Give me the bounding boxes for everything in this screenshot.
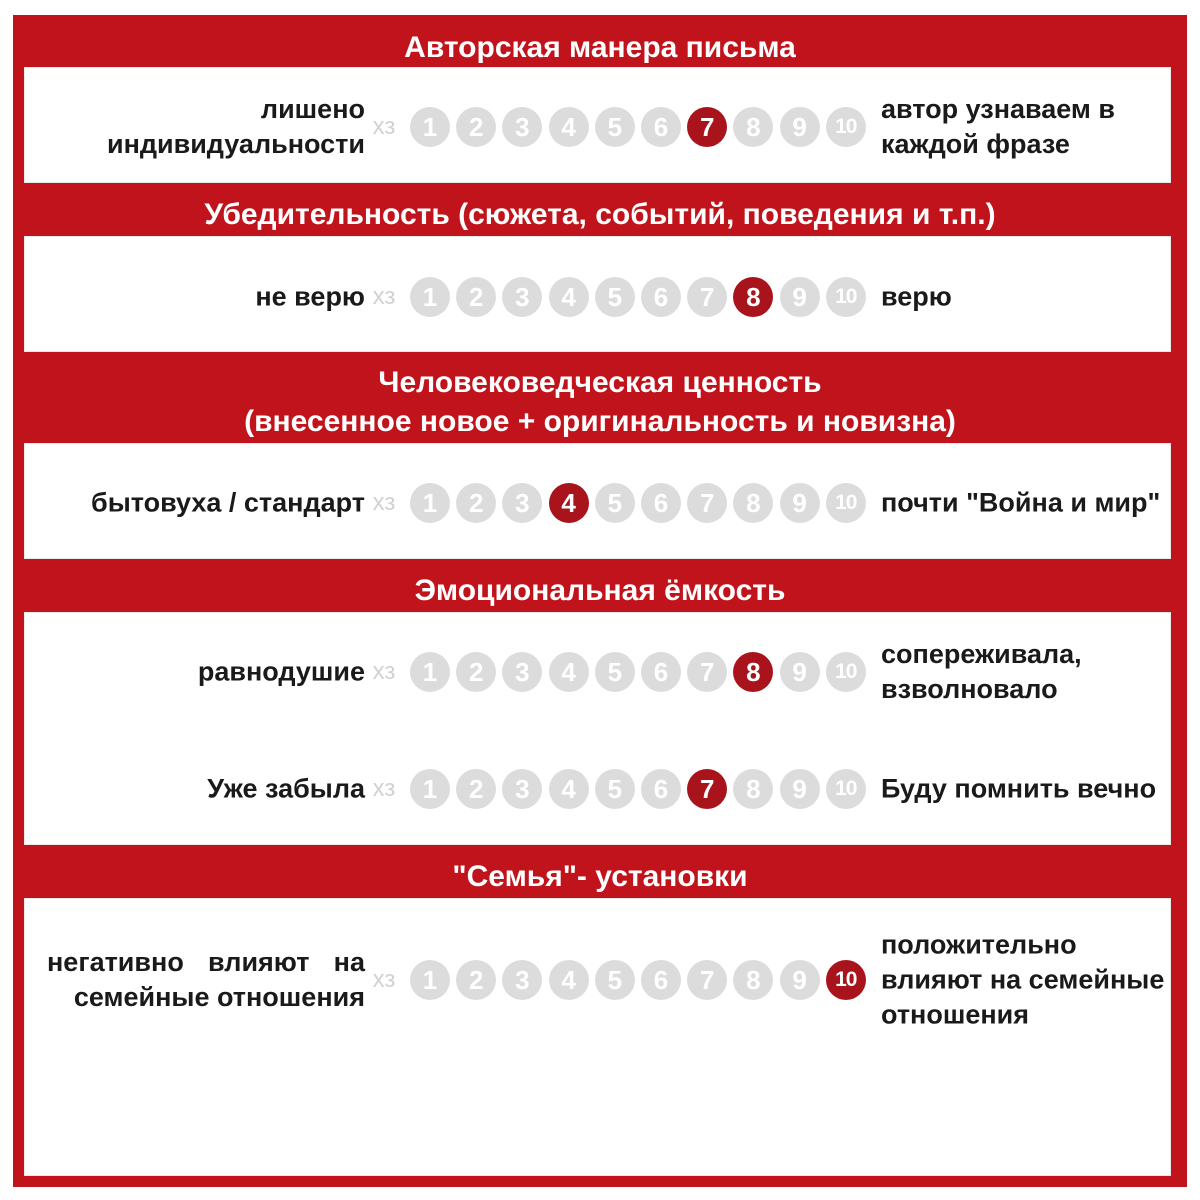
rating-circle: 9 [780, 652, 820, 692]
rating-circle: 1 [410, 107, 450, 147]
rating-circle: 2 [456, 769, 496, 809]
rating-circle: 4 [549, 107, 589, 147]
rating-circle: 3 [502, 107, 542, 147]
row-label-low: негативно влияют на семейные отношения [47, 947, 365, 1012]
rating-circle: 9 [780, 107, 820, 147]
rating-circle: 10 [826, 652, 866, 692]
rating-circle: 1 [410, 483, 450, 523]
rating-circle: 6 [641, 107, 681, 147]
section-header: Авторская манера письма [404, 30, 796, 64]
rating-circle-selected: 8 [733, 652, 773, 692]
row-label-high: Буду помнить вечно [881, 773, 1157, 804]
rating-circle: 8 [733, 960, 773, 1000]
rating-circle-selected: 7 [687, 769, 727, 809]
rating-circle: 9 [780, 769, 820, 809]
rating-circle: 3 [502, 960, 542, 1000]
row-label-high: почти "Война и мир" [881, 487, 1161, 518]
row-label-low: бытовуха / стандарт [91, 487, 365, 518]
rating-circle: 5 [595, 483, 635, 523]
row-label-low: равнодушие [197, 656, 365, 687]
section-header: Эмоциональная ёмкость [414, 573, 786, 607]
rating-circle: 10 [826, 483, 866, 523]
rating-circle: 3 [502, 483, 542, 523]
row-label-high: сопереживала, взволновало [881, 639, 1082, 704]
section-panel [24, 67, 1171, 183]
rating-circle-selected: 4 [549, 483, 589, 523]
rating-circle: 2 [456, 652, 496, 692]
rating-circle: 8 [733, 769, 773, 809]
rating-circle: 1 [410, 769, 450, 809]
rating-circle: 1 [410, 652, 450, 692]
section-panel [24, 612, 1171, 845]
row-label-low: не верю [255, 281, 365, 312]
unknown-option: хз [372, 775, 396, 802]
unknown-option: хз [372, 113, 396, 140]
rating-circle: 6 [641, 652, 681, 692]
rating-circle: 8 [733, 107, 773, 147]
rating-circle: 5 [595, 769, 635, 809]
rating-circle: 8 [733, 483, 773, 523]
rating-circle: 10 [826, 107, 866, 147]
section-panel [24, 898, 1171, 1176]
rating-circle: 5 [595, 960, 635, 1000]
rating-circle: 6 [641, 483, 681, 523]
rating-circle: 3 [502, 277, 542, 317]
rating-circle: 3 [502, 769, 542, 809]
rating-circle: 9 [780, 277, 820, 317]
rating-circle-selected: 8 [733, 277, 773, 317]
rating-circle: 3 [502, 652, 542, 692]
rating-circle: 4 [549, 960, 589, 1000]
rating-circle: 4 [549, 652, 589, 692]
section-panel [24, 443, 1171, 559]
rating-circle: 6 [641, 960, 681, 1000]
row-label-low: Уже забыла [207, 773, 365, 804]
section-header: "Семья"- установки [452, 859, 748, 893]
rating-circle: 4 [549, 277, 589, 317]
row-label-high: автор узнаваем в каждой фразе [881, 94, 1116, 159]
rating-circle: 2 [456, 277, 496, 317]
rating-circle: 2 [456, 483, 496, 523]
rating-circle: 4 [549, 769, 589, 809]
unknown-option: хз [372, 966, 396, 993]
rating-circle: 9 [780, 483, 820, 523]
rating-circle: 2 [456, 107, 496, 147]
rating-circle-selected: 7 [687, 107, 727, 147]
rating-circle: 6 [641, 769, 681, 809]
rating-circle: 1 [410, 277, 450, 317]
rating-circle: 7 [687, 277, 727, 317]
rating-circle: 5 [595, 107, 635, 147]
rating-circle: 5 [595, 652, 635, 692]
section-header: Человековедческая ценность (внесенное новое + оригинальность и новизна) [244, 366, 956, 438]
unknown-option: хз [372, 283, 396, 310]
row-label-low: лишено индивидуальности [106, 94, 365, 159]
rating-circle: 7 [687, 652, 727, 692]
rating-card [13, 15, 1187, 1187]
rating-circle: 2 [456, 960, 496, 1000]
rating-circle: 10 [826, 769, 866, 809]
unknown-option: хз [372, 658, 396, 685]
rating-circle: 7 [687, 960, 727, 1000]
rating-circle: 6 [641, 277, 681, 317]
section-panel [24, 236, 1171, 352]
rating-circle: 10 [826, 277, 866, 317]
rating-circle: 9 [780, 960, 820, 1000]
row-label-high: верю [881, 281, 952, 312]
row-label-high: положительно влияют на семейные отношения [881, 929, 1165, 1030]
rating-circle: 1 [410, 960, 450, 1000]
unknown-option: хз [372, 489, 396, 516]
rating-circle: 7 [687, 483, 727, 523]
section-header: Убедительность (сюжета, событий, поведения и т.п.) [204, 197, 996, 231]
rating-circle: 5 [595, 277, 635, 317]
rating-circle-selected: 10 [826, 960, 866, 1000]
